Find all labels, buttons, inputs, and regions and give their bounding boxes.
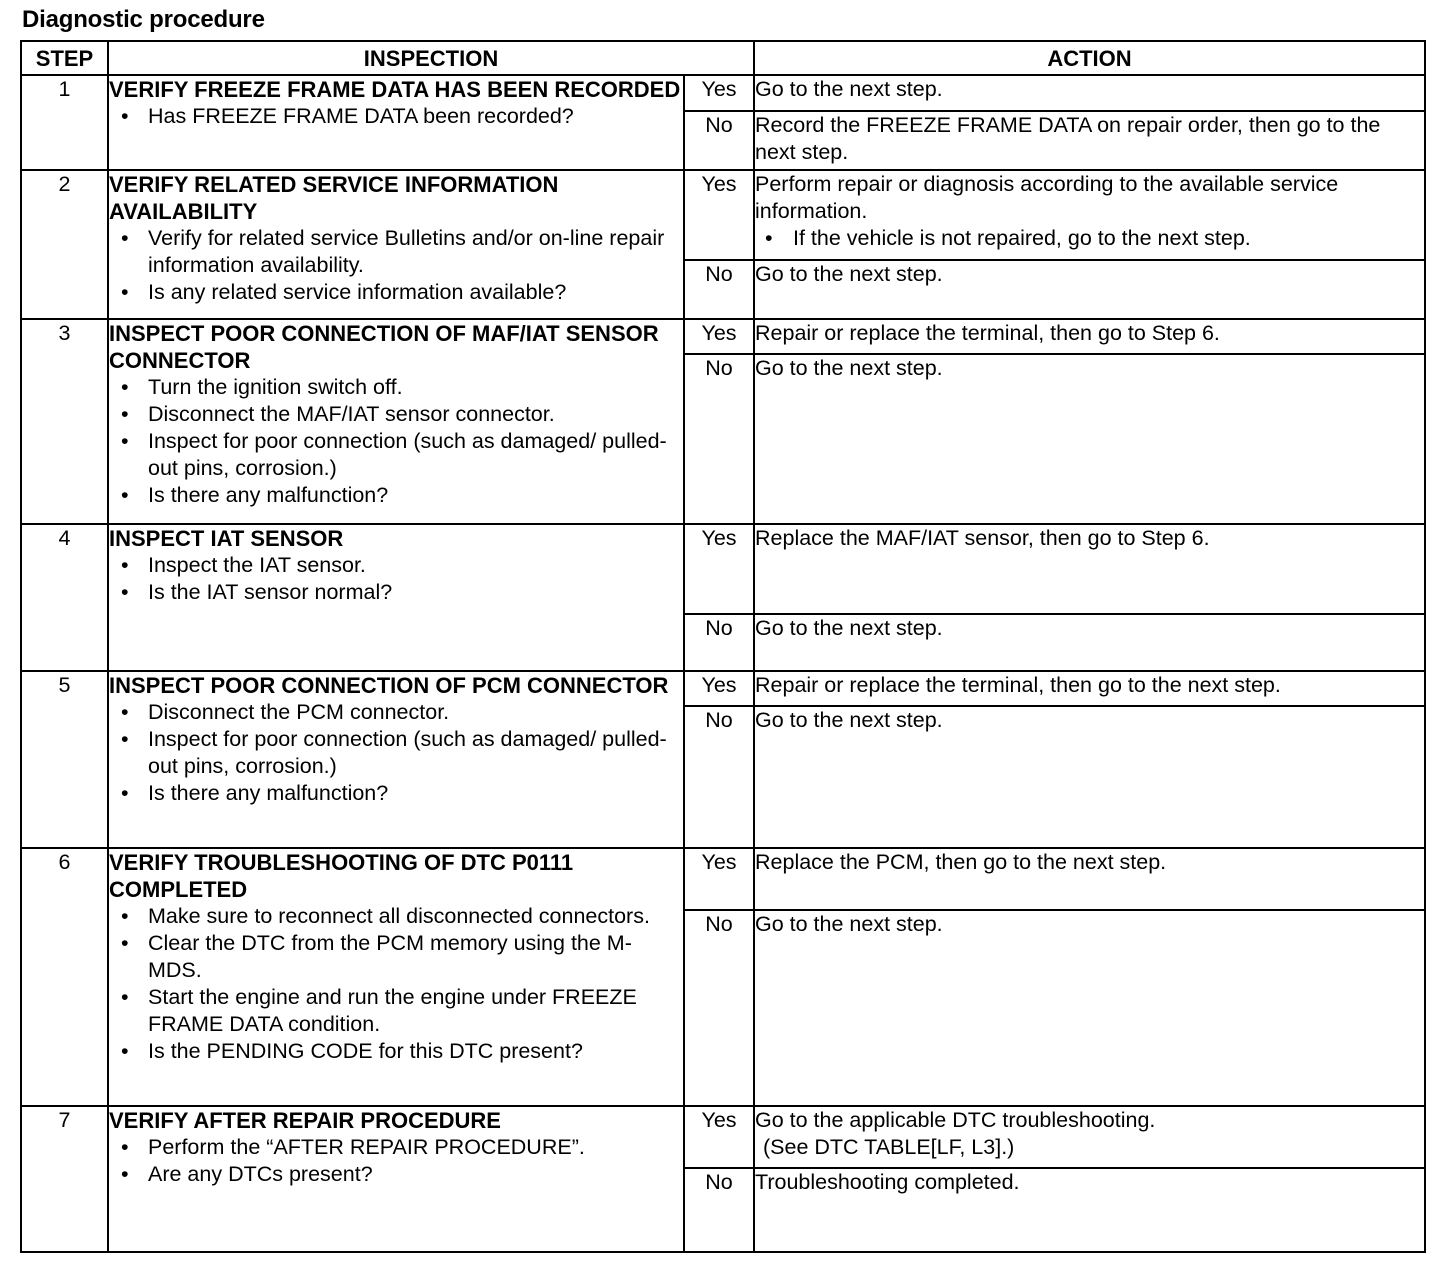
- inspection-bullet: • Is any related service information available?: [109, 279, 683, 306]
- step-title: VERIFY TROUBLESHOOTING OF DTC P0111 COMPLETED: [109, 850, 574, 902]
- yes-label: Yes: [684, 170, 754, 260]
- inspection-bullet: • Is the PENDING CODE for this DTC present?: [109, 1038, 683, 1065]
- no-label: No: [684, 1168, 754, 1252]
- no-action: Troubleshooting completed.: [754, 1168, 1425, 1252]
- no-action: Go to the next step.: [754, 260, 1425, 319]
- inspection-bullet: • Turn the ignition switch off.: [109, 374, 683, 401]
- inspection-bullet: • Is there any malfunction?: [109, 482, 683, 509]
- yes-label: Yes: [684, 524, 754, 614]
- step-number: 1: [21, 75, 108, 170]
- inspection-bullet: • Disconnect the PCM connector.: [109, 699, 683, 726]
- yes-label: Yes: [684, 1106, 754, 1168]
- no-action: Record the FREEZE FRAME DATA on repair order, then go to the next step.: [754, 111, 1425, 170]
- step-number: 6: [21, 848, 108, 1106]
- yes-action-cell: [754, 170, 1425, 260]
- step-inspection: [108, 671, 684, 848]
- inspection-bullet: • Perform the “AFTER REPAIR PROCEDURE”.: [109, 1134, 683, 1161]
- step-row-2: [21, 170, 1425, 260]
- step-title: VERIFY RELATED SERVICE INFORMATION AVAILABILITY: [109, 172, 559, 224]
- step-title: VERIFY AFTER REPAIR PROCEDURE: [109, 1108, 501, 1133]
- no-label: No: [684, 111, 754, 170]
- inspection-bullet: • Has FREEZE FRAME DATA been recorded?: [109, 103, 683, 130]
- step-inspection: [108, 848, 684, 1106]
- inspection-bullet: • Inspect for poor connection (such as damaged/ pulled-out pins, corrosion.): [109, 726, 683, 780]
- no-label: No: [684, 354, 754, 524]
- yes-action-reference: (See DTC TABLE[LF, L3].): [763, 1135, 1015, 1159]
- yes-label: Yes: [684, 848, 754, 910]
- step-inspection: [108, 170, 684, 319]
- yes-action: Perform repair or diagnosis according to the available service information.: [755, 172, 1339, 223]
- yes-action: Repair or replace the terminal, then go to the next step.: [754, 671, 1425, 706]
- step-number: 4: [21, 524, 108, 671]
- step-title: VERIFY FREEZE FRAME DATA HAS BEEN RECORDED: [109, 77, 681, 102]
- inspection-bullet: • Disconnect the MAF/IAT sensor connector.: [109, 401, 683, 428]
- step-row-1: [21, 75, 1425, 111]
- no-label: No: [684, 910, 754, 1106]
- inspection-bullet: • Start the engine and run the engine under FREEZE FRAME DATA condition.: [109, 984, 683, 1038]
- inspection-bullet: • Are any DTCs present?: [109, 1161, 683, 1188]
- yes-action: Replace the MAF/IAT sensor, then go to Step 6.: [754, 524, 1425, 614]
- step-row-6: [21, 848, 1425, 910]
- inspection-bullet: • Inspect the IAT sensor.: [109, 552, 683, 579]
- diagnostic-procedure-table: [20, 40, 1426, 1253]
- step-row-3: [21, 319, 1425, 354]
- no-action: Go to the next step.: [754, 614, 1425, 671]
- step-row-5: [21, 671, 1425, 706]
- no-action: Go to the next step.: [754, 354, 1425, 524]
- header-row: [21, 41, 1425, 75]
- yes-action: Replace the PCM, then go to the next step.: [754, 848, 1425, 910]
- header-step: STEP: [21, 41, 108, 75]
- step-row-7: [21, 1106, 1425, 1168]
- inspection-bullet: • Verify for related service Bulletins and/or on-line repair information availability.: [109, 225, 683, 279]
- inspection-bullet: • Is there any malfunction?: [109, 780, 683, 807]
- yes-action-sub-bullet: • If the vehicle is not repaired, go to the next step.: [755, 225, 1424, 252]
- no-label: No: [684, 706, 754, 848]
- step-number: 2: [21, 170, 108, 319]
- step-number: 7: [21, 1106, 108, 1252]
- no-action: Go to the next step.: [754, 910, 1425, 1106]
- no-label: No: [684, 614, 754, 671]
- no-action: Go to the next step.: [754, 706, 1425, 848]
- yes-label: Yes: [684, 319, 754, 354]
- step-row-4: [21, 524, 1425, 614]
- yes-action-cell: [754, 1106, 1425, 1168]
- step-title: INSPECT POOR CONNECTION OF MAF/IAT SENSOR CONNECTOR: [109, 321, 659, 373]
- yes-action: Go to the next step.: [754, 75, 1425, 111]
- header-action: ACTION: [754, 41, 1425, 75]
- inspection-bullet: • Is the IAT sensor normal?: [109, 579, 683, 606]
- step-title: INSPECT IAT SENSOR: [109, 526, 344, 551]
- step-inspection: [108, 75, 684, 170]
- inspection-bullet: • Make sure to reconnect all disconnected connectors.: [109, 903, 683, 930]
- page-title: Diagnostic procedure: [22, 6, 265, 33]
- step-inspection: [108, 524, 684, 671]
- yes-label: Yes: [684, 671, 754, 706]
- step-number: 3: [21, 319, 108, 524]
- yes-label: Yes: [684, 75, 754, 111]
- step-number: 5: [21, 671, 108, 848]
- step-inspection: [108, 1106, 684, 1252]
- header-inspection: INSPECTION: [108, 41, 754, 75]
- step-inspection: [108, 319, 684, 524]
- step-title: INSPECT POOR CONNECTION OF PCM CONNECTOR: [109, 673, 669, 698]
- inspection-bullet: • Inspect for poor connection (such as damaged/ pulled-out pins, corrosion.): [109, 428, 683, 482]
- inspection-bullet: • Clear the DTC from the PCM memory using the M-MDS.: [109, 930, 683, 984]
- yes-action: Repair or replace the terminal, then go to Step 6.: [754, 319, 1425, 354]
- no-label: No: [684, 260, 754, 319]
- yes-action: Go to the applicable DTC troubleshooting.: [755, 1108, 1156, 1132]
